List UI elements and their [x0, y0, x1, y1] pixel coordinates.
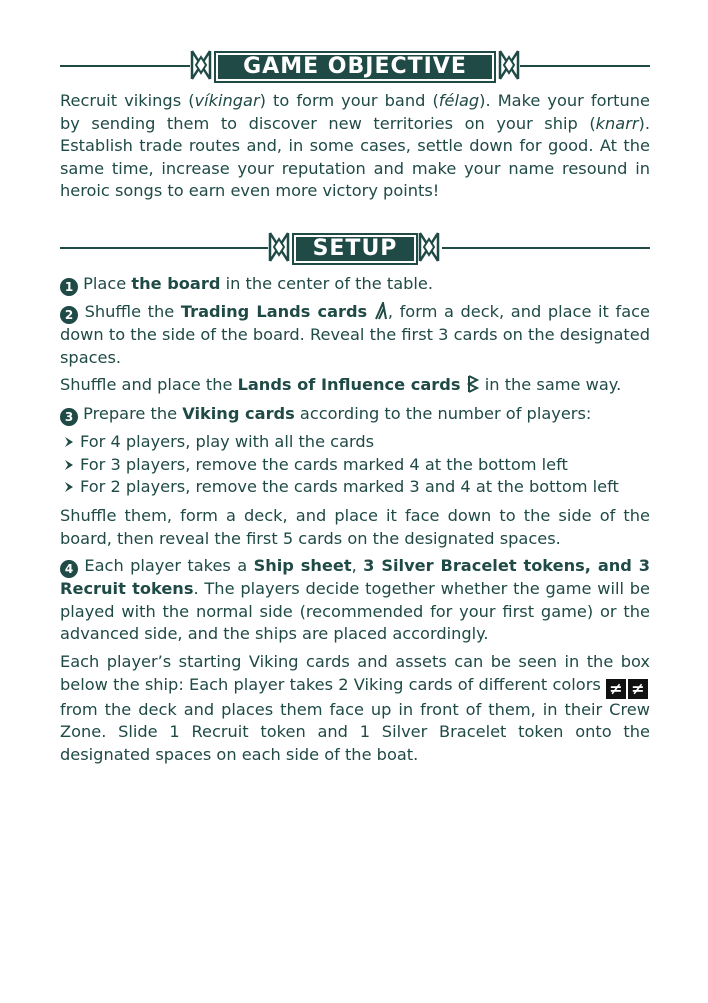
- different-color-icon: ≠: [606, 679, 626, 699]
- objective-banner: [60, 47, 650, 85]
- setup-influence: Shuffle and place the Lands of Influence cards in the same way.: [60, 375, 622, 394]
- list-item: For 2 players, remove the cards marked 3 and 4 at the bottom left: [60, 476, 650, 499]
- setup-shuffle-text: Shuffle them, form a deck, and place it face down to the side of the board, then reveal the first 5 cards on the designated spaces.: [60, 506, 650, 548]
- section-heading: SETUP: [292, 233, 418, 265]
- step-number-badge: 4: [60, 560, 78, 578]
- player-count-list: [60, 431, 650, 499]
- setup-step-3: 3 Prepare the Viking cards according to the number of players:: [60, 403, 650, 426]
- setup-step-2: 2 Shuffle the Trading Lands cards , form a deck, and place it face down to the side of the board. Reveal the first 3 cards on the designated spaces.: [60, 302, 650, 367]
- list-item: For 4 players, play with all the cards: [60, 431, 650, 454]
- knot-ornament-icon: [190, 48, 212, 82]
- chevron-right-icon: [63, 436, 75, 448]
- setup-starting-text: Each player’s starting Viking cards and assets can be seen in the box below the ship: Each player takes 2 Viking cards of different colors ≠ ≠ from the deck and places them face up in front of them, in their Crew Zone. Slide 1 Recruit token and 1 Silver Bracelet token onto the designated spaces on each side of the boat.: [60, 652, 650, 764]
- divider-line-right: [442, 247, 650, 249]
- setup-banner: [60, 229, 650, 267]
- setup-step-4: 4 Each player takes a Ship sheet, 3 Silver Bracelet tokens, and 3 Recruit tokens. The players decide together whether the game will be played with the normal side (recommended for your first game) or the advanced side, and the ships are placed accordingly.: [60, 556, 651, 643]
- step-number-badge: 3: [60, 408, 78, 426]
- knot-ornament-icon: [418, 230, 440, 264]
- section-heading: GAME OBJECTIVE: [214, 51, 496, 83]
- objective-text: Recruit vikings (víkingar) to form your band (félag). Make your fortune by sending them to discover new territories on your ship (knarr). Establish trade routes and, in some cases, settle down for good. At the same time, increase your reputation and make your name resound in heroic songs to earn even more victory points!: [60, 91, 650, 200]
- divider-line-left: [60, 65, 190, 67]
- knot-ornament-icon: [498, 48, 520, 82]
- lands-of-influence-rune-icon: [466, 375, 480, 393]
- chevron-right-icon: [63, 481, 75, 493]
- list-item: For 3 players, remove the cards marked 4 at the bottom left: [60, 454, 650, 477]
- chevron-right-icon: [63, 459, 75, 471]
- divider-line-right: [520, 65, 650, 67]
- divider-line-left: [60, 247, 268, 249]
- step-number-badge: 1: [60, 278, 78, 296]
- trading-lands-rune-icon: [374, 302, 388, 320]
- step-number-badge: 2: [60, 306, 78, 324]
- knot-ornament-icon: [268, 230, 290, 264]
- different-color-icon: ≠: [628, 679, 648, 699]
- setup-step-1: 1 Place the board in the center of the table.: [60, 273, 650, 296]
